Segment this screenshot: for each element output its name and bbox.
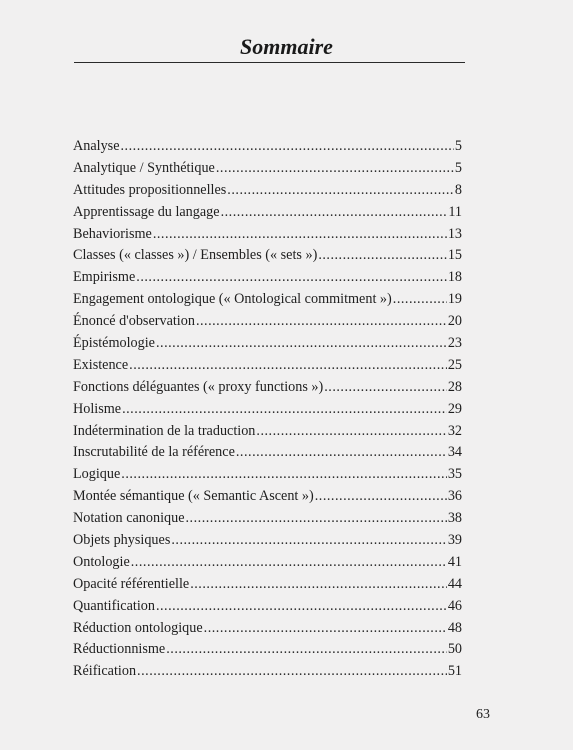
toc-entry	[73, 180, 462, 202]
toc-entry-page: 41	[447, 553, 462, 570]
toc-entry	[73, 355, 462, 377]
toc-entry-label: Inscrutabilité de la référence	[73, 444, 235, 461]
toc-entry-label: Épistémologie	[73, 335, 155, 352]
toc-dot-leader	[131, 552, 447, 574]
toc-entry-label: Réification	[73, 663, 137, 680]
toc-entry-label: Notation canonique	[73, 510, 185, 527]
toc-entry-label: Empirisme	[73, 269, 136, 286]
toc-entry-label: Réduction ontologique	[73, 619, 203, 636]
toc-entry-label: Engagement ontologique (« Ontological commitment »)	[73, 291, 392, 308]
toc-entry-label: Réductionnisme	[73, 641, 166, 658]
toc-entry-label: Existence	[73, 356, 129, 373]
toc-entry-page: 13	[447, 225, 462, 242]
toc-entry-page: 19	[447, 291, 462, 308]
toc-entry-label: Montée sémantique (« Semantic Ascent »)	[73, 488, 314, 505]
toc-entry-page: 51	[447, 663, 462, 680]
toc-dot-leader	[256, 421, 446, 443]
toc-dot-leader	[236, 442, 447, 464]
toc-dot-leader	[196, 311, 447, 333]
toc-entry-page: 8	[454, 181, 462, 198]
toc-entry	[73, 552, 462, 574]
toc-entry-label: Quantification	[73, 597, 155, 614]
toc-entry-label: Classes (« classes ») / Ensembles (« sets »)	[73, 247, 318, 264]
toc-dot-leader	[318, 245, 447, 267]
toc-entry	[73, 289, 462, 311]
toc-entry	[73, 596, 462, 618]
toc-entry	[73, 136, 462, 158]
toc-entry-label: Analyse	[73, 138, 120, 154]
toc-entry	[73, 574, 462, 596]
toc-entry-label: Objets physiques	[73, 532, 171, 549]
toc-entry	[73, 639, 462, 661]
toc-dot-leader	[137, 661, 447, 683]
toc-entry-label: Opacité référentielle	[73, 575, 190, 592]
toc-dot-leader	[129, 355, 447, 377]
toc-entry	[73, 399, 462, 421]
page-title: Sommaire	[240, 34, 333, 59]
toc-dot-leader	[227, 180, 454, 202]
toc-dot-leader	[156, 596, 447, 618]
toc-entry-page: 28	[447, 378, 462, 395]
toc-dot-leader	[216, 158, 454, 180]
toc-entry-page: 44	[447, 575, 462, 592]
toc-entry	[73, 486, 462, 508]
toc-entry-page: 5	[454, 159, 462, 176]
toc-entry	[73, 508, 462, 530]
toc-entry	[73, 224, 462, 246]
toc-dot-leader	[186, 508, 447, 530]
toc-entry-label: Ontologie	[73, 553, 130, 570]
table-of-contents	[73, 136, 462, 683]
toc-entry-page: 48	[447, 619, 462, 636]
toc-entry-page: 25	[447, 356, 462, 373]
toc-dot-leader	[136, 267, 447, 289]
toc-entry	[73, 202, 462, 224]
toc-entry-page: 11	[448, 203, 462, 220]
toc-entry-page: 20	[447, 313, 462, 330]
toc-entry-label: Logique	[73, 466, 121, 483]
toc-entry-page: 15	[447, 247, 462, 264]
toc-entry-label: Behaviorisme	[73, 225, 152, 242]
toc-entry	[73, 245, 462, 267]
toc-entry-page: 38	[447, 510, 462, 527]
toc-entry	[73, 421, 462, 443]
toc-entry-page: 36	[447, 488, 462, 505]
toc-dot-leader	[122, 399, 447, 421]
toc-entry-page: 32	[447, 422, 462, 439]
toc-entry-page: 34	[447, 444, 462, 461]
toc-dot-leader	[121, 464, 447, 486]
toc-entry-page: 18	[447, 269, 462, 286]
toc-entry	[73, 158, 462, 180]
toc-entry-label: Apprentissage du langage	[73, 203, 220, 220]
toc-entry	[73, 618, 462, 640]
toc-dot-leader	[393, 289, 447, 311]
toc-dot-leader	[166, 639, 447, 661]
toc-dot-leader	[156, 333, 447, 355]
toc-entry-label: Attitudes propositionnelles	[73, 181, 227, 198]
toc-dot-leader	[153, 224, 447, 246]
page-number: 63	[476, 707, 490, 722]
toc-entry	[73, 661, 462, 683]
toc-entry	[73, 333, 462, 355]
toc-entry-page: 29	[447, 400, 462, 417]
toc-entry-page: 39	[447, 532, 462, 549]
toc-entry-label: Énoncé d'observation	[73, 313, 195, 330]
toc-dot-leader	[324, 377, 447, 399]
toc-dot-leader	[171, 530, 446, 552]
toc-entry-page: 35	[447, 466, 462, 483]
toc-entry-label: Indétermination de la traduction	[73, 422, 256, 439]
toc-entry-label: Holisme	[73, 400, 122, 417]
toc-entry-page: 5	[454, 138, 462, 154]
toc-dot-leader	[121, 136, 454, 158]
toc-entry	[73, 267, 462, 289]
title-rule	[74, 62, 465, 63]
toc-dot-leader	[190, 574, 447, 596]
toc-entry-page: 46	[447, 597, 462, 614]
toc-entry-page: 23	[447, 335, 462, 352]
toc-entry	[73, 377, 462, 399]
toc-entry	[73, 464, 462, 486]
toc-dot-leader	[221, 202, 448, 224]
toc-dot-leader	[315, 486, 447, 508]
toc-entry-label: Fonctions déléguantes (« proxy functions »)	[73, 378, 324, 395]
toc-entry-page: 50	[447, 641, 462, 658]
toc-entry	[73, 530, 462, 552]
toc-entry	[73, 442, 462, 464]
toc-entry-label: Analytique / Synthétique	[73, 159, 215, 176]
toc-entry	[73, 311, 462, 333]
toc-dot-leader	[204, 618, 447, 640]
